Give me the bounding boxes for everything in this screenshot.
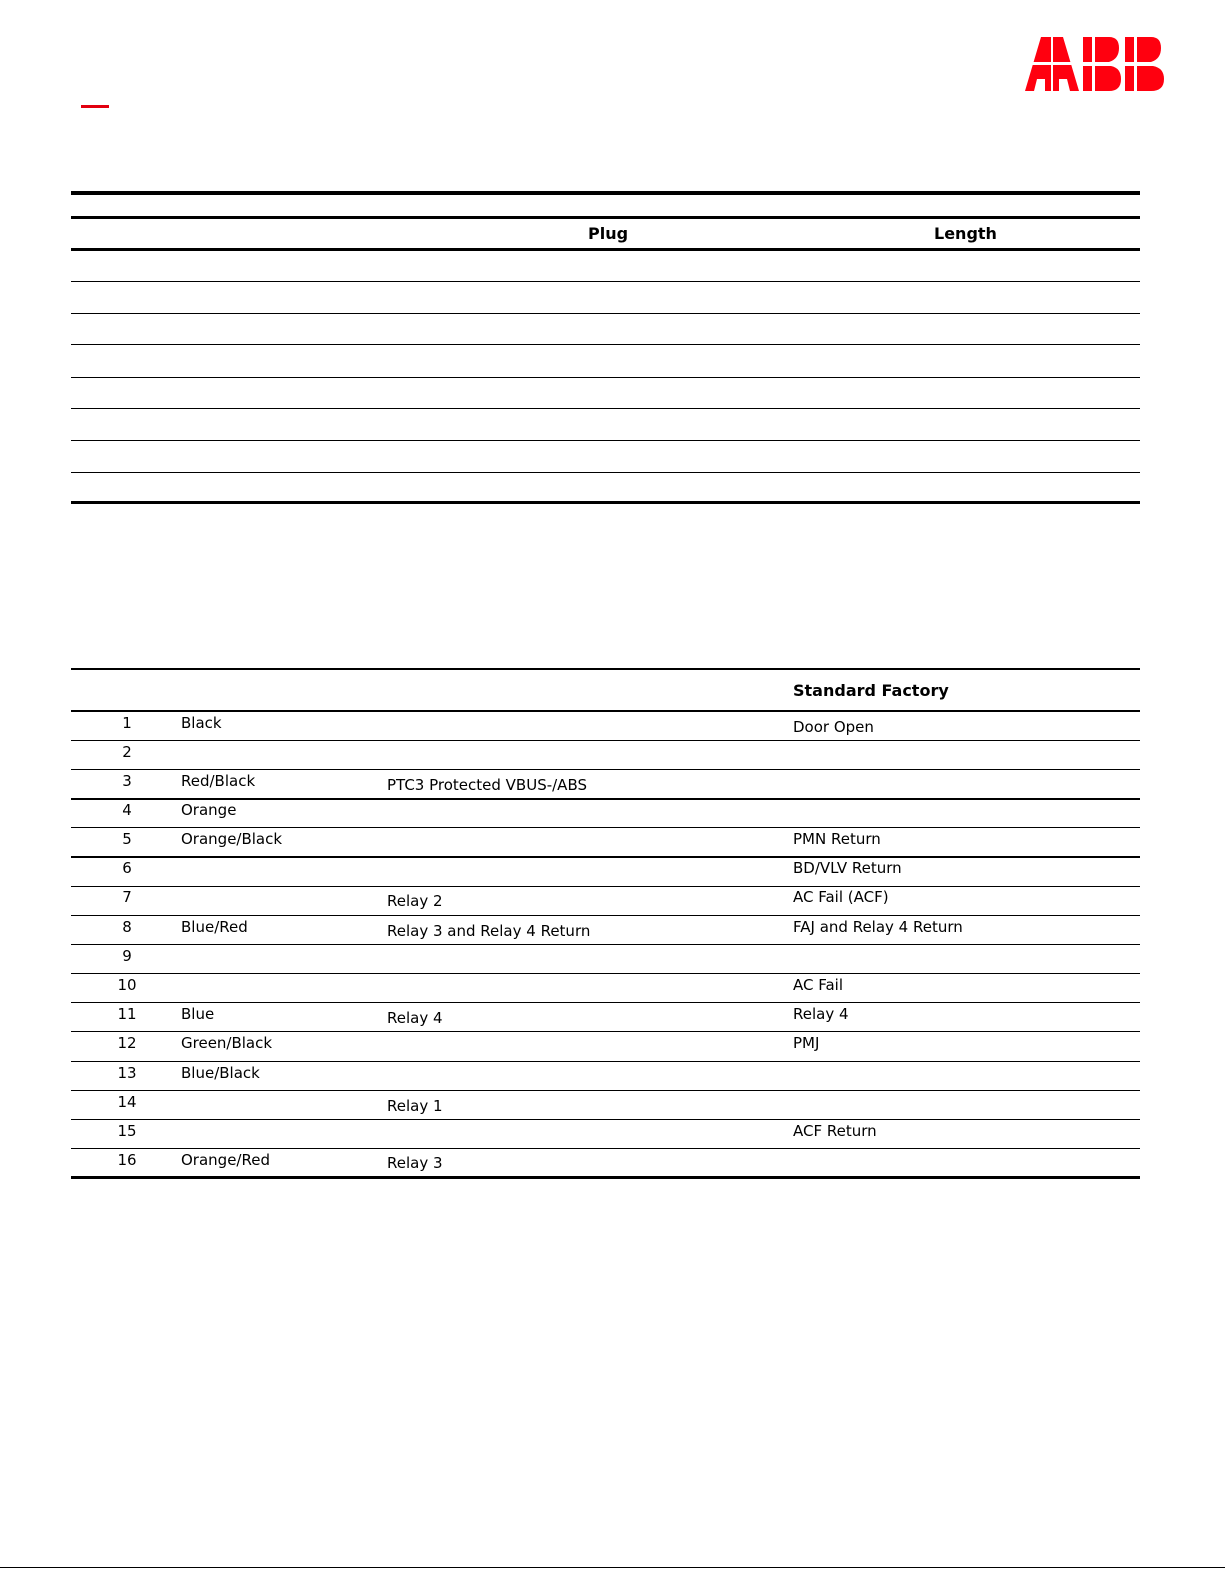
pin-number: 1 — [122, 714, 132, 732]
factory-function: PMN Return — [793, 830, 881, 848]
pin-number: 8 — [122, 918, 132, 936]
pin-number: 12 — [117, 1034, 137, 1052]
abb-logo — [1025, 37, 1165, 93]
table-row-divider — [71, 1119, 1140, 1120]
relay-function: PTC3 Protected VBUS-/ABS — [387, 776, 587, 794]
factory-function: FAJ and Relay 4 Return — [793, 918, 963, 936]
page-bottom-rule — [0, 1567, 1225, 1568]
relay-function: Relay 1 — [387, 1097, 443, 1115]
table-top-rule — [71, 191, 1140, 195]
table-row-divider — [71, 281, 1140, 282]
table-bottom-rule — [71, 501, 1140, 504]
table-top-rule — [71, 668, 1140, 670]
column-header-standard-factory: Standard Factory — [793, 681, 949, 700]
factory-function: BD/VLV Return — [793, 859, 902, 877]
relay-function: Relay 2 — [387, 892, 443, 910]
red-accent-dash — [81, 105, 109, 108]
table-header-bottom-rule — [71, 710, 1140, 712]
factory-function: AC Fail (ACF) — [793, 888, 889, 906]
table-row-divider — [71, 377, 1140, 378]
wire-color: Orange/Black — [181, 830, 283, 848]
relay-function: Relay 3 — [387, 1154, 443, 1172]
table-row-divider — [71, 827, 1140, 828]
wire-color: Blue — [181, 1005, 215, 1023]
pin-number: 6 — [122, 859, 132, 877]
wire-color: Black — [181, 714, 222, 732]
pin-number: 5 — [122, 830, 132, 848]
pin-number: 9 — [122, 947, 132, 965]
table-row-divider — [71, 1148, 1140, 1149]
table-row-divider — [71, 856, 1140, 858]
pin-number: 10 — [117, 976, 137, 994]
pin-number: 3 — [122, 772, 132, 790]
wire-color: Orange/Red — [181, 1151, 270, 1169]
table-row-divider — [71, 344, 1140, 345]
table-row-divider — [71, 1061, 1140, 1062]
factory-function: ACF Return — [793, 1122, 877, 1140]
wire-color: Orange — [181, 801, 237, 819]
factory-function: Relay 4 — [793, 1005, 849, 1023]
column-header-plug: Plug — [588, 224, 629, 243]
table-row-divider — [71, 769, 1140, 770]
table-row-divider — [71, 1090, 1140, 1091]
table-row-divider — [71, 408, 1140, 409]
pin-number: 11 — [117, 1005, 137, 1023]
table-row-divider — [71, 944, 1140, 945]
table-row-divider — [71, 973, 1140, 974]
pin-number: 14 — [117, 1093, 137, 1111]
table-header-rule — [71, 216, 1140, 219]
relay-function: Relay 3 and Relay 4 Return — [387, 922, 591, 940]
wire-color: Red/Black — [181, 772, 256, 790]
table-row-divider — [71, 472, 1140, 473]
column-header-length: Length — [934, 224, 997, 243]
pin-number: 4 — [122, 801, 132, 819]
table-row-divider — [71, 440, 1140, 441]
wire-color: Blue/Red — [181, 918, 248, 936]
table-header-bottom-rule — [71, 248, 1140, 251]
wire-color: Green/Black — [181, 1034, 273, 1052]
factory-function: Door Open — [793, 718, 874, 736]
table-row-divider — [71, 1031, 1140, 1032]
table-row-divider — [71, 915, 1140, 916]
pin-number: 16 — [117, 1151, 137, 1169]
pin-number: 2 — [122, 743, 132, 761]
table-bottom-rule — [71, 1176, 1140, 1179]
table-row-divider — [71, 313, 1140, 314]
table-row-divider — [71, 1002, 1140, 1003]
table-row-divider — [71, 740, 1140, 741]
factory-function: AC Fail — [793, 976, 844, 994]
table-row-divider — [71, 886, 1140, 887]
factory-function: PMJ — [793, 1034, 820, 1052]
table-row-divider — [71, 798, 1140, 800]
pin-number: 7 — [122, 888, 132, 906]
pin-number: 13 — [117, 1064, 137, 1082]
wire-color: Blue/Black — [181, 1064, 260, 1082]
relay-function: Relay 4 — [387, 1009, 443, 1027]
pin-number: 15 — [117, 1122, 137, 1140]
